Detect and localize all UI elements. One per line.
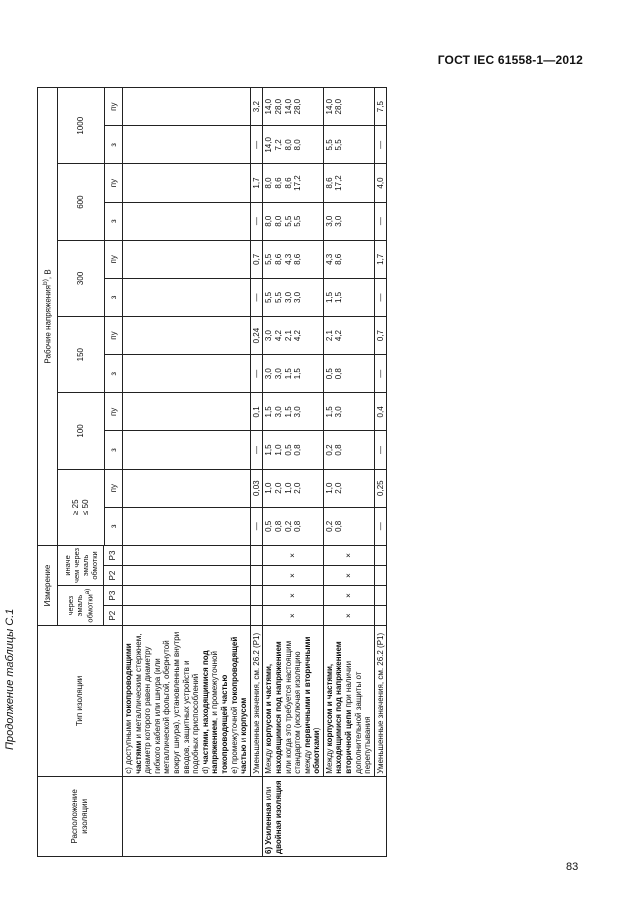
col-type: Тип изоляции	[38, 626, 123, 777]
sub-pu: пу	[105, 317, 123, 355]
location-empty	[123, 776, 263, 856]
reduced-value: 3,2	[250, 88, 263, 126]
value-cell: 1,0 2,0	[323, 469, 374, 507]
type-reinforced-2: Между корпусом и частями, находящимися под напряжением вторичной цепи при наличии дополнительной защиты от перепутывания	[323, 626, 374, 777]
standard-header: ГОСТ IEC 61558-1—2012	[437, 53, 583, 67]
reduced-value: —	[250, 431, 263, 469]
col-p2-b: P2	[104, 565, 123, 585]
reduced-value: —	[250, 355, 263, 393]
sub-pu: пу	[105, 469, 123, 507]
reduced-value: —	[374, 431, 387, 469]
mark: ×	[323, 565, 374, 585]
value-cell: 0,2 0,8	[323, 431, 374, 469]
value-cell: 0,5 0,8	[323, 355, 374, 393]
location-reinforced: 6) Усиленная или двойная изоляция	[263, 776, 387, 856]
value-cell: 1,5 3,0	[323, 393, 374, 431]
col-other-than-enamel: иначе чем через эмаль обмотки	[58, 545, 104, 585]
value-cell: 14,0 28,0 14,0 28,0	[263, 88, 324, 126]
reduced-value: 0,4	[374, 393, 387, 431]
col-through-enamel: через эмаль обмотки$^{a)}$	[58, 586, 104, 626]
col-v-150: 150	[58, 317, 105, 393]
reduced-value: 0,7	[374, 317, 387, 355]
col-v-1000: 1000	[58, 88, 105, 164]
sub-pu: пу	[105, 164, 123, 202]
reduced-value: —	[374, 355, 387, 393]
sub-z: з	[105, 202, 123, 240]
value-cell: 14,0 7,2 8,0 8,0	[263, 126, 324, 164]
col-working-voltage: Рабочие напряжения$^{b)}$, В	[38, 88, 58, 546]
value-cell: 1,0 2,0 1,0 2,0	[263, 469, 324, 507]
reduced-value: —	[250, 507, 263, 545]
reduced-label: Уменьшенные значения, см. 26.2 (P1)	[250, 626, 263, 777]
value-cell: 14,0 28,0	[323, 88, 374, 126]
reduced-value: 0,24	[250, 317, 263, 355]
sub-pu: пу	[105, 88, 123, 126]
mark: ×	[263, 606, 324, 626]
table-row-reduced-b	[374, 88, 387, 857]
mark: ×	[263, 586, 324, 606]
value-cell: 4,3 8,6	[323, 240, 374, 278]
table-row-cde	[123, 88, 251, 857]
reduced-label: Уменьшенные значения, см. 26.2 (P1)	[374, 626, 387, 777]
table-row-reinforced-2	[323, 88, 374, 857]
col-location: Расположение изоляции	[38, 776, 123, 856]
value-cell: 1,5 1,0 0,5 0,8	[263, 431, 324, 469]
sub-z: з	[105, 278, 123, 316]
value-cell: 8,0 8,0 5,5 5,5	[263, 202, 324, 240]
value-cell: 8,0 8,6 8,6 17,2	[263, 164, 324, 202]
col-v-100: 100	[58, 393, 105, 469]
reduced-value: 0,7	[250, 240, 263, 278]
mark: ×	[323, 586, 374, 606]
mark: ×	[323, 606, 374, 626]
col-v-600: 600	[58, 164, 105, 240]
table-row-reduced-a	[250, 88, 263, 857]
col-p2-a: P2	[104, 606, 123, 626]
reduced-value: 0,25	[374, 469, 387, 507]
reduced-value: 0,03	[250, 469, 263, 507]
value-cell: 2,1 4,2	[323, 317, 374, 355]
sub-z: з	[105, 507, 123, 545]
reduced-value: 0,1	[250, 393, 263, 431]
sub-z: з	[105, 126, 123, 164]
value-cell: 5,5 5,5	[323, 126, 374, 164]
col-measurement: Измерение	[38, 545, 58, 625]
reduced-value: —	[250, 126, 263, 164]
value-cell: 5,5 5,5 3,0 3,0	[263, 278, 324, 316]
value-cell: 0,2 0,8	[323, 507, 374, 545]
reduced-value: 4,0	[374, 164, 387, 202]
reduced-value: —	[374, 126, 387, 164]
sub-z: з	[105, 355, 123, 393]
value-cell: 8,6 17,2	[323, 164, 374, 202]
value-cell: 1,5 1,5	[323, 278, 374, 316]
value-cell: 3,0 3,0	[323, 202, 374, 240]
reduced-value: —	[374, 507, 387, 545]
value-cell: 5,5 8,6 4,3 8,6	[263, 240, 324, 278]
mark: ×	[263, 545, 324, 565]
value-cell: 1,5 3,0 1,5 3,0	[263, 393, 324, 431]
type-reinforced-1: Между корпусом и частями, находящимися под напряжением или когда это требуется настоящим стандартом (исключая изоляцию между первичными и вторичными обмотками)	[263, 626, 324, 777]
mark: ×	[323, 545, 374, 565]
reduced-value: —	[250, 202, 263, 240]
sub-pu: пу	[105, 393, 123, 431]
col-v-300: 300	[58, 240, 105, 316]
reduced-value: 1,7	[250, 164, 263, 202]
value-cell: 3,0 3,0 1,5 1,5	[263, 355, 324, 393]
col-v-25-50: ≥ 25 ≤ 50	[58, 469, 105, 545]
sub-z: з	[105, 431, 123, 469]
type-cde: c) доступными токопроводящими частями и металлическим стержнем, диаметр которого равен диаметру гибкого кабеля или шнура (или металлической фольгой, обернутой вокруг шнура), установленным внутри вводов, защитных устройств и подобных приспособлений d) частями, находящимися под напряжением, и промежуточной токопроводящей частью e) промежуточной токопроводящей частью и корпусом	[123, 626, 251, 777]
table-row-reinforced-1	[263, 88, 324, 857]
reduced-value: 7,5	[374, 88, 387, 126]
rotated-table	[37, 87, 541, 857]
table-caption: Продолжение таблицы С.1	[4, 608, 16, 750]
sub-pu: пу	[105, 240, 123, 278]
insulation-table	[37, 87, 387, 857]
col-p3-b: P3	[104, 545, 123, 565]
reduced-value: 1,7	[374, 240, 387, 278]
reduced-value: —	[374, 278, 387, 316]
value-cell: 3,0 4,2 2,1 4,2	[263, 317, 324, 355]
reduced-value: —	[250, 278, 263, 316]
page-number: 83	[566, 861, 579, 873]
col-p3-a: P3	[104, 586, 123, 606]
mark: ×	[263, 565, 324, 585]
reduced-value: —	[374, 202, 387, 240]
value-cell: 0,5 0,8 0,2 0,8	[263, 507, 324, 545]
